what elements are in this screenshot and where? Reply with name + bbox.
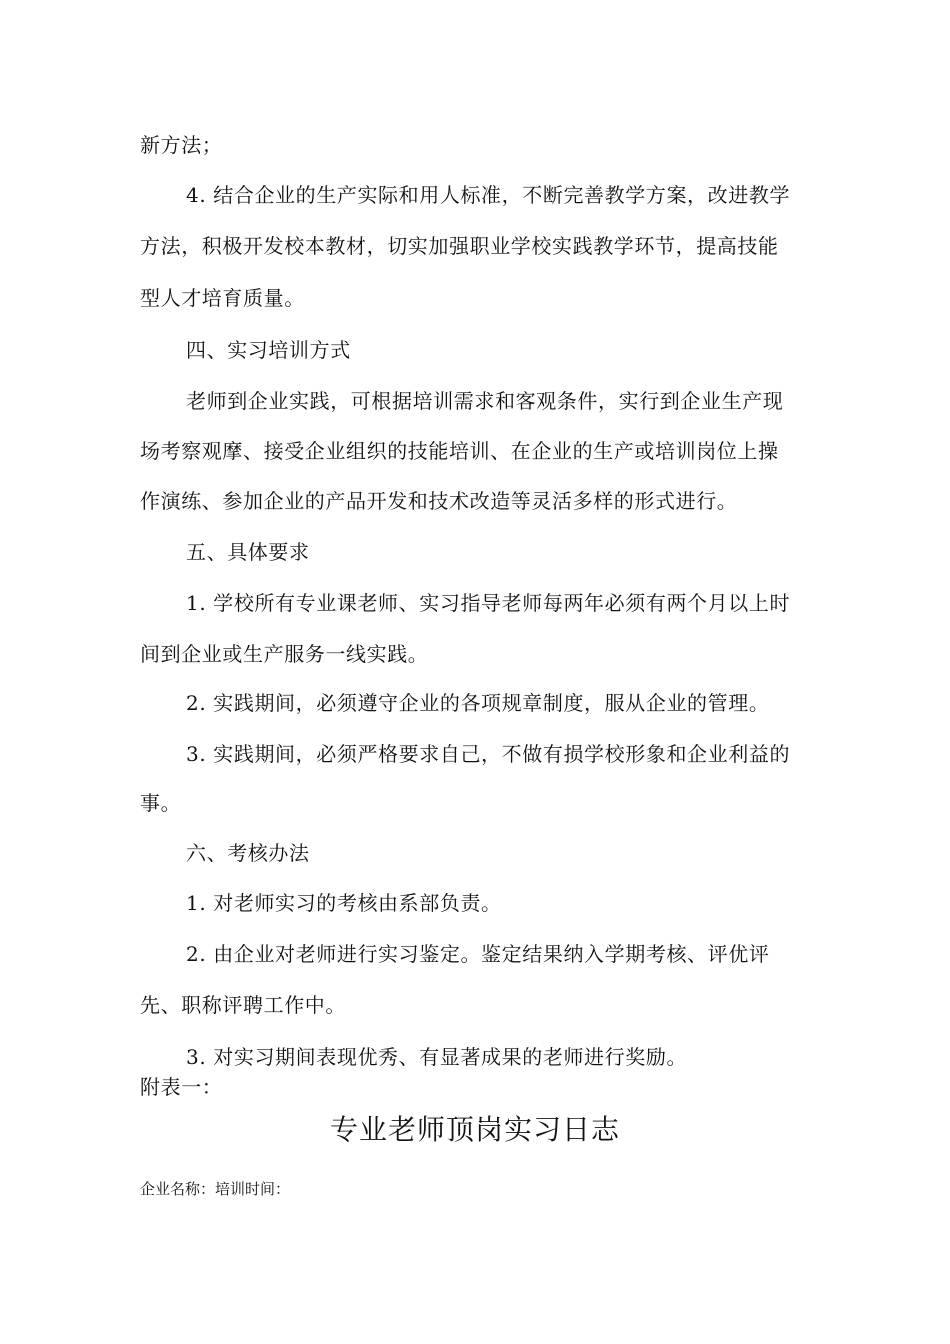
paragraph-line: 4. 结合企业的生产实际和用人标准，不断完善教学方案，改进教学: [186, 183, 791, 207]
paragraph-line: 3. 实践期间，必须严格要求自己，不做有损学校形象和企业利益的: [186, 742, 791, 766]
paragraph-line: 场考察观摩、接受企业组织的技能培训、在企业的生产或培训岗位上操: [140, 439, 779, 463]
section-heading: 四、实习培训方式: [186, 338, 351, 362]
paragraph-line: 2. 实践期间，必须遵守企业的各项规章制度，服从企业的管理。: [186, 691, 770, 715]
appendix-label: 附表一：: [140, 1075, 223, 1099]
paragraph-line: 1. 学校所有专业课老师、实习指导老师每两年必须有两个月以上时: [186, 591, 791, 615]
paragraph-line: 2. 由企业对老师进行实习鉴定。鉴定结果纳入学期考核、评优评: [186, 942, 770, 966]
paragraph-line: 新方法；: [140, 133, 223, 157]
paragraph-line: 方法，积极开发校本教材，切实加强职业学校实践教学环节，提高技能: [140, 234, 779, 258]
paragraph-line: 老师到企业实践，可根据培训需求和客观条件，实行到企业生产现: [186, 389, 784, 413]
paragraph-line: 间到企业或生产服务一线实践。: [140, 642, 429, 666]
paragraph-line: 作演练、参加企业的产品开发和技术改造等灵活多样的形式进行。: [140, 489, 738, 513]
paragraph-line: 事。: [140, 791, 182, 815]
appendix-title: 专业老师顶岗实习日志: [329, 1113, 620, 1146]
form-fields-line: 企业名称：培训时间：: [140, 1180, 291, 1198]
paragraph-line: 先、职称评聘工作中。: [140, 993, 346, 1017]
paragraph-line: 3. 对实习期间表现优秀、有显著成果的老师进行奖励。: [186, 1045, 688, 1069]
paragraph-line: 型人才培育质量。: [140, 286, 305, 310]
section-heading: 五、具体要求: [186, 540, 310, 564]
section-heading: 六、考核办法: [186, 841, 310, 865]
paragraph-line: 1. 对老师实习的考核由系部负责。: [186, 891, 502, 915]
